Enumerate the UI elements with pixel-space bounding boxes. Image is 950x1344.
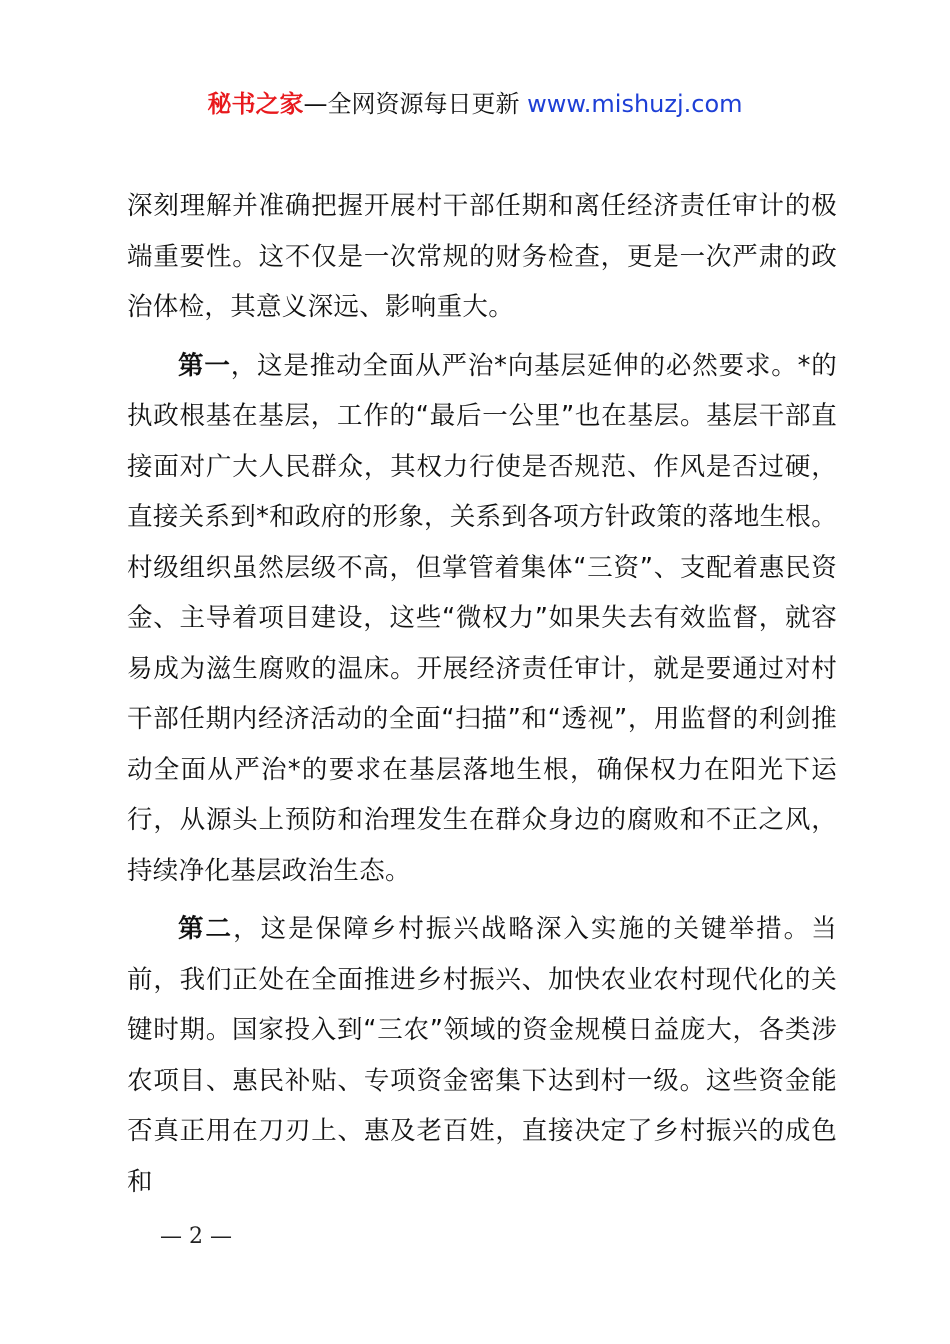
brand-name: 秘书之家 [207,90,304,118]
site-url-link[interactable]: www.mishuzj.com [527,90,743,118]
document-body [127,181,837,1207]
paragraph-text: ，这是推动全面从严治*向基层延伸的必然要求。*的执政根基在基层，工作的“最后一公里”也在基层。基层干部直接面对广大人民群众，其权力行使是否规范、作风是否过硬，直接关系到*和政府的形象，关系到各项方针政策的落地生根。村级组织虽然层级不高，但掌管着集体“三资”、支配着惠民资金、主导着项目建设，这些“微权力”如果失去有效监督，就容易成为滋生腐败的温床。开展经济责任审计，就是要通过对村干部任期内经济活动的全面“扫描”和“透视”，用监督的利剑推动全面从严治*的要求在基层落地生根，确保权力在阳光下运行，从源头上预防和治理发生在群众身边的腐败和不正之风，持续净化基层政治生态。 [127,350,837,886]
page-number: — 2 — [160,1224,232,1249]
paragraph-text: ，这是保障乡村振兴战略深入实施的关键举措。当前，我们正处在全面推进乡村振兴、加快农业农村现代化的关键时期。国家投入到“三农”领域的资金规模日益庞大，各类涉农项目、惠民补贴、专项资金密集下达到村一级。这些资金能否真正用在刀刃上、惠及老百姓，直接决定了乡村振兴的成色和 [127,914,837,1197]
paragraph-lead: 第二 [178,914,234,944]
paragraph-first [127,341,837,897]
paragraph-lead: 第一 [178,350,231,381]
site-banner [0,86,950,122]
paragraph-second [127,904,837,1207]
banner-tagline: —全网资源每日更新 [303,90,528,118]
intro-paragraph: 深刻理解并准确把握开展村干部任期和离任经济责任审计的极端重要性。这不仅是一次常规的财务检查，更是一次严肃的政治体检，其意义深远、影响重大。 [127,191,837,322]
